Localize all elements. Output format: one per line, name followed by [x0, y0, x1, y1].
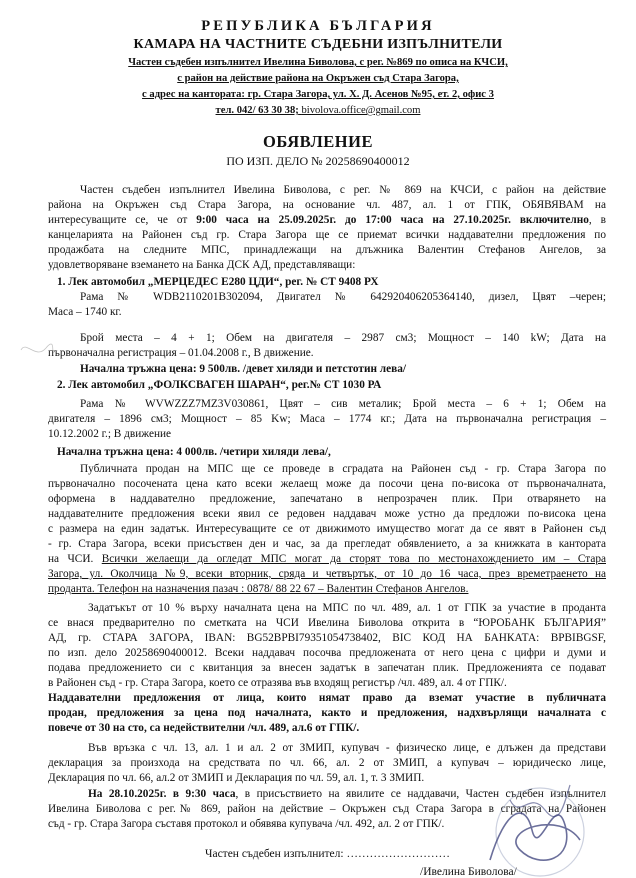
item2-price: Начална тръжна цена: 4 000лв. /четири хиляди лева/, [57, 446, 331, 458]
header-chamber: КАМАРА НА ЧАСТНИТЕ СЪДЕБНИ ИЗПЪЛНИТЕЛИ [133, 37, 503, 52]
p6-line: Ивелина Биволова с рег.№ 869, район на действие – Окръжен съд Стара Загора в сградата на Районен [48, 803, 606, 815]
case-number: ПО ИЗП. ДЕЛО № 20258690400012 [226, 154, 410, 168]
item1-desc-line: Рама № WDB2110201B302094, Двигател № 642920406205364140, дизел, Цвят –черен; [80, 291, 606, 303]
p1-line: района на Окръжен съд Стара Загора, на основание чл. 487, ал. 1 от ГПК, ОБЯВЯВАМ на [48, 199, 606, 211]
item1-price: Начална тръжна цена: 9 500лв. /девет хиляди и петстотин лева/ [80, 363, 407, 375]
guard-phone-line: проданта. Телефон на назначения пазач : 0878/ 88 22 67 – Валентин Стефанов Ангелов. [48, 583, 469, 595]
item2-desc-line: 10.12.2002 г.; В движение [48, 428, 172, 440]
p5-line: Декларация по чл. 66, ал.2 от ЗМИП и Декларация по чл. 59, ал. 1, т. 3 ЗМИП. [48, 772, 425, 784]
p6-line: съд - гр. Стара Загора съставя протокол и обявява купувача /чл. 492, ал. 2 от ГПК/. [48, 818, 445, 830]
auction-date: На 28.10.2025г. в 9:30 часа [88, 788, 236, 800]
p4-line: продан, предложения за цена под началната, както и предложения, надхвърлящи началната с [48, 707, 606, 719]
p3-line: се внася предварително по сметката на ЧСИ Ивелина Биволова открита в “ЮРОБАНК БЪЛГАРИЯ” [48, 617, 606, 629]
signature-name: /Ивелина Биволова/ [420, 866, 517, 878]
p1-line: Частен съдебен изпълнител Ивелина Биволова, с рег. № 869 на КЧСИ, с район на действие [80, 184, 606, 196]
header-address-line: с адрес на кантората: гр. Стара Загора, ул. Х. Д. Асенов №95, ет. 2, офис 3 [142, 89, 494, 100]
p1-line: канцеларията на Районен съд гр. Стара Загора ще се приемат всички наддавателни предложения по [48, 229, 606, 241]
item2-desc-line: двигателя – 1896 см3; Мощност – 85 Kw; Маса – 1774 кг.; Дата на първоначална регистрация – [48, 413, 606, 425]
p1-line: продажбата на следните МПС, принадлежащи на длъжника Валентин Стефанов Ангелов, за [48, 244, 606, 256]
item2-price-value: 4 000лв. /четири хиляди лева/, [176, 446, 331, 458]
item2-desc-line: Рама № WVWZZZ7MZ3V030861, Цвят – сив металик; Брой места – 6 + 1; Обем на [80, 398, 606, 410]
p5-line: декларация за произхода на средствата по чл. 66, ал. 2 от ЗМИП, а купувач – юридическо лице, [48, 757, 606, 769]
p2-line: - гр. Стара Загора, всеки присъствен ден и час, за да прегледат обявлението, а за книжката в кантората [48, 538, 606, 550]
item1-desc-line: Маса – 1740 кг. [48, 306, 122, 318]
p1-line: интересуващите се, че от 9:00 часа на 25.09.2025г. до 17:00 часа на 27.10.2025г. включително, в [48, 214, 606, 226]
stamp-signature-icon [470, 770, 590, 878]
page-title: ОБЯВЛЕНИЕ [263, 132, 373, 151]
p1-line: удовлетворяване вземането на Банка ДСК АД, представляващи: [48, 259, 356, 271]
header-district-line: с район на действие района на Окръжен съд Стара Загора, [177, 73, 459, 84]
p6-line: На 28.10.2025г. в 9:30 часа, в присъствието на явилите се наддавачи, Частен съдебен изпълнител [88, 788, 606, 800]
p2-line: на ЧСИ. Всички желаещи да огледат МПС могат да сторят това по местонахождението им – Стара [48, 553, 606, 565]
inspection-info: Всички желаещи да огледат МПС могат да сторят това по местонахождението им – Стара [101, 553, 606, 565]
p5-line: Във връзка с чл. 13, ал. 1 и ал. 2 от ЗМИП, купувач - физическо лице, е длъжен да представи [88, 742, 606, 754]
item2-title: 2. Лек автомобил „ФОЛКСВАГЕН ШАРАН“, рег.№ СТ 1030 РА [57, 379, 382, 391]
signature-dots: ……………………… [346, 848, 450, 860]
margin-mark-icon [16, 330, 56, 370]
item1-desc-line: Брой места – 4 + 1; Обем на двигателя – 2987 см3; Мощност – 140 kW; Дата на [80, 332, 606, 344]
signature-label: Частен съдебен изпълнител: ……………………… [205, 848, 450, 860]
acceptance-period: 9:00 часа на 25.09.2025г. до 17:00 часа на 27.10.2025г. включително [196, 214, 589, 226]
p2-line: първоначално посочената цена като всеки желаещ може да посочи цена по-висока от първоначалната, [48, 478, 606, 490]
p2-line: Загора, ул. Околчица №9, всеки вторник, сряда и четвъртък, от 10 до 16 часа, през времетраенето на [48, 568, 606, 580]
p4-line: Наддавателни предложения от лица, които нямат право да вземат участие в публичната [48, 692, 606, 704]
header-enforcer-line: Частен съдебен изпълнител Ивелина Биволова, с рег. №869 по описа на КЧСИ, [128, 57, 508, 68]
p3-line: по изп. дело 20258690400012. Всеки наддавач посочва предложената от него цена с цифри и думи и [48, 647, 606, 659]
p2-line: Публичната продан на МПС ще се проведе в сградата на Районен съд - гр. Стара Загора по [80, 463, 606, 475]
header-email: bivolova.office@gmail.com [301, 105, 421, 116]
p4-line: повече от 30 на сто, са недействителни /чл. 489, ал.6 от ГПК/. [48, 722, 360, 734]
item1-price-value: 9 500лв. /девет хиляди и петстотин лева/ [199, 363, 407, 375]
p3-line: подава предложението си с квитанция за внесен задатък в запечатан плик. Предложенията се подават [48, 662, 606, 674]
p2-line: оформена в наддавателно предложение, запечатано в непрозрачен плик. При отварянето на [48, 493, 606, 505]
header-phone: тел. 042/ 63 30 38; [215, 105, 299, 116]
p3-line: в Районен съд - гр. Стара Загора, което се отразява във входящ регистър /чл. 489, ал. 4 от ГПК/. [48, 677, 507, 689]
p2-line: наддавателните предложения всеки явил се редовен наддавач може устно да предложи по-висока цена [48, 508, 606, 520]
p2-line: с размера на един задатък. Интересуващите се от движимото имущество могат да се явят в Районен съд [48, 523, 606, 535]
header-country: РЕПУБЛИКА БЪЛГАРИЯ [201, 18, 435, 34]
p3-line: Задатъкът от 10 % върху началната цена на МПС по чл. 489, ал. 1 от ГПК за участие в проданта [88, 602, 606, 614]
iban-line: АД, гр. СТАРА ЗАГОРА, IBAN: BG52BPBI79351054738402, BIC КОД НА БАНКАТА: BPBIBGSF, [48, 632, 606, 644]
header-contacts-line [0, 105, 636, 116]
item1-title: 1. Лек автомобил „МЕРЦЕДЕС Е280 ЦДИ“, рег. № СТ 9408 РХ [57, 276, 379, 288]
item1-desc-line: първоначална регистрация – 01.04.2008 г., В движение. [48, 347, 314, 359]
